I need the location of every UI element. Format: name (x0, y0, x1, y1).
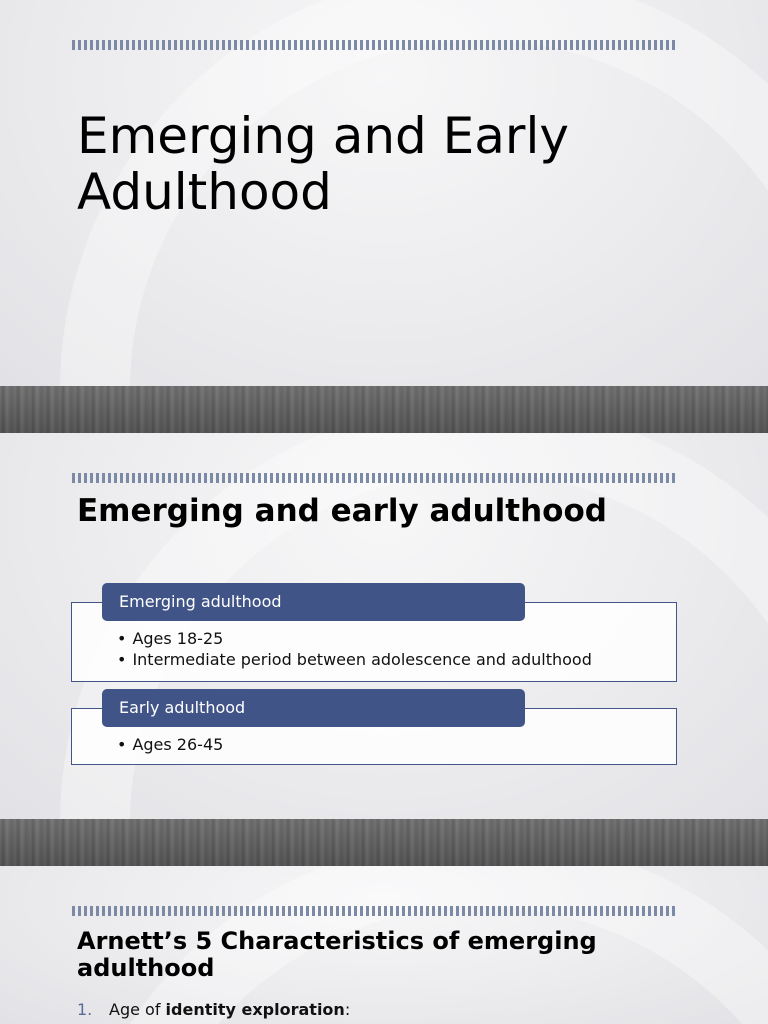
card-bullets-early (117, 734, 223, 755)
card-header-early: Early adulthood (102, 689, 525, 727)
item-prefix: Age of (109, 1000, 166, 1019)
card-bullets-emerging (117, 628, 592, 670)
list-item (77, 999, 350, 1020)
item-suffix: : (344, 1000, 351, 1019)
slide2-heading: Emerging and early adulthood (77, 493, 607, 529)
characteristics-list (77, 999, 350, 1020)
dashed-divider (72, 906, 677, 916)
list-number: 1. (77, 1000, 93, 1019)
slide-separator (0, 819, 768, 866)
bullet-item: • Intermediate period between adolescence and adulthood (117, 649, 592, 670)
bullet-item: • Ages 26-45 (117, 734, 223, 755)
dashed-divider (72, 473, 677, 483)
slide-title-heading: Emerging and Early Adulthood (77, 107, 569, 221)
card-header-emerging: Emerging adulthood (102, 583, 525, 621)
item-bold: identity exploration (165, 1000, 345, 1019)
slide-title (0, 0, 768, 386)
slide-separator (0, 386, 768, 433)
slide3-heading: Arnett’s 5 Characteristics of emerging adulthood (77, 927, 597, 982)
bullet-item: • Ages 18-25 (117, 628, 592, 649)
dashed-divider (72, 40, 677, 50)
